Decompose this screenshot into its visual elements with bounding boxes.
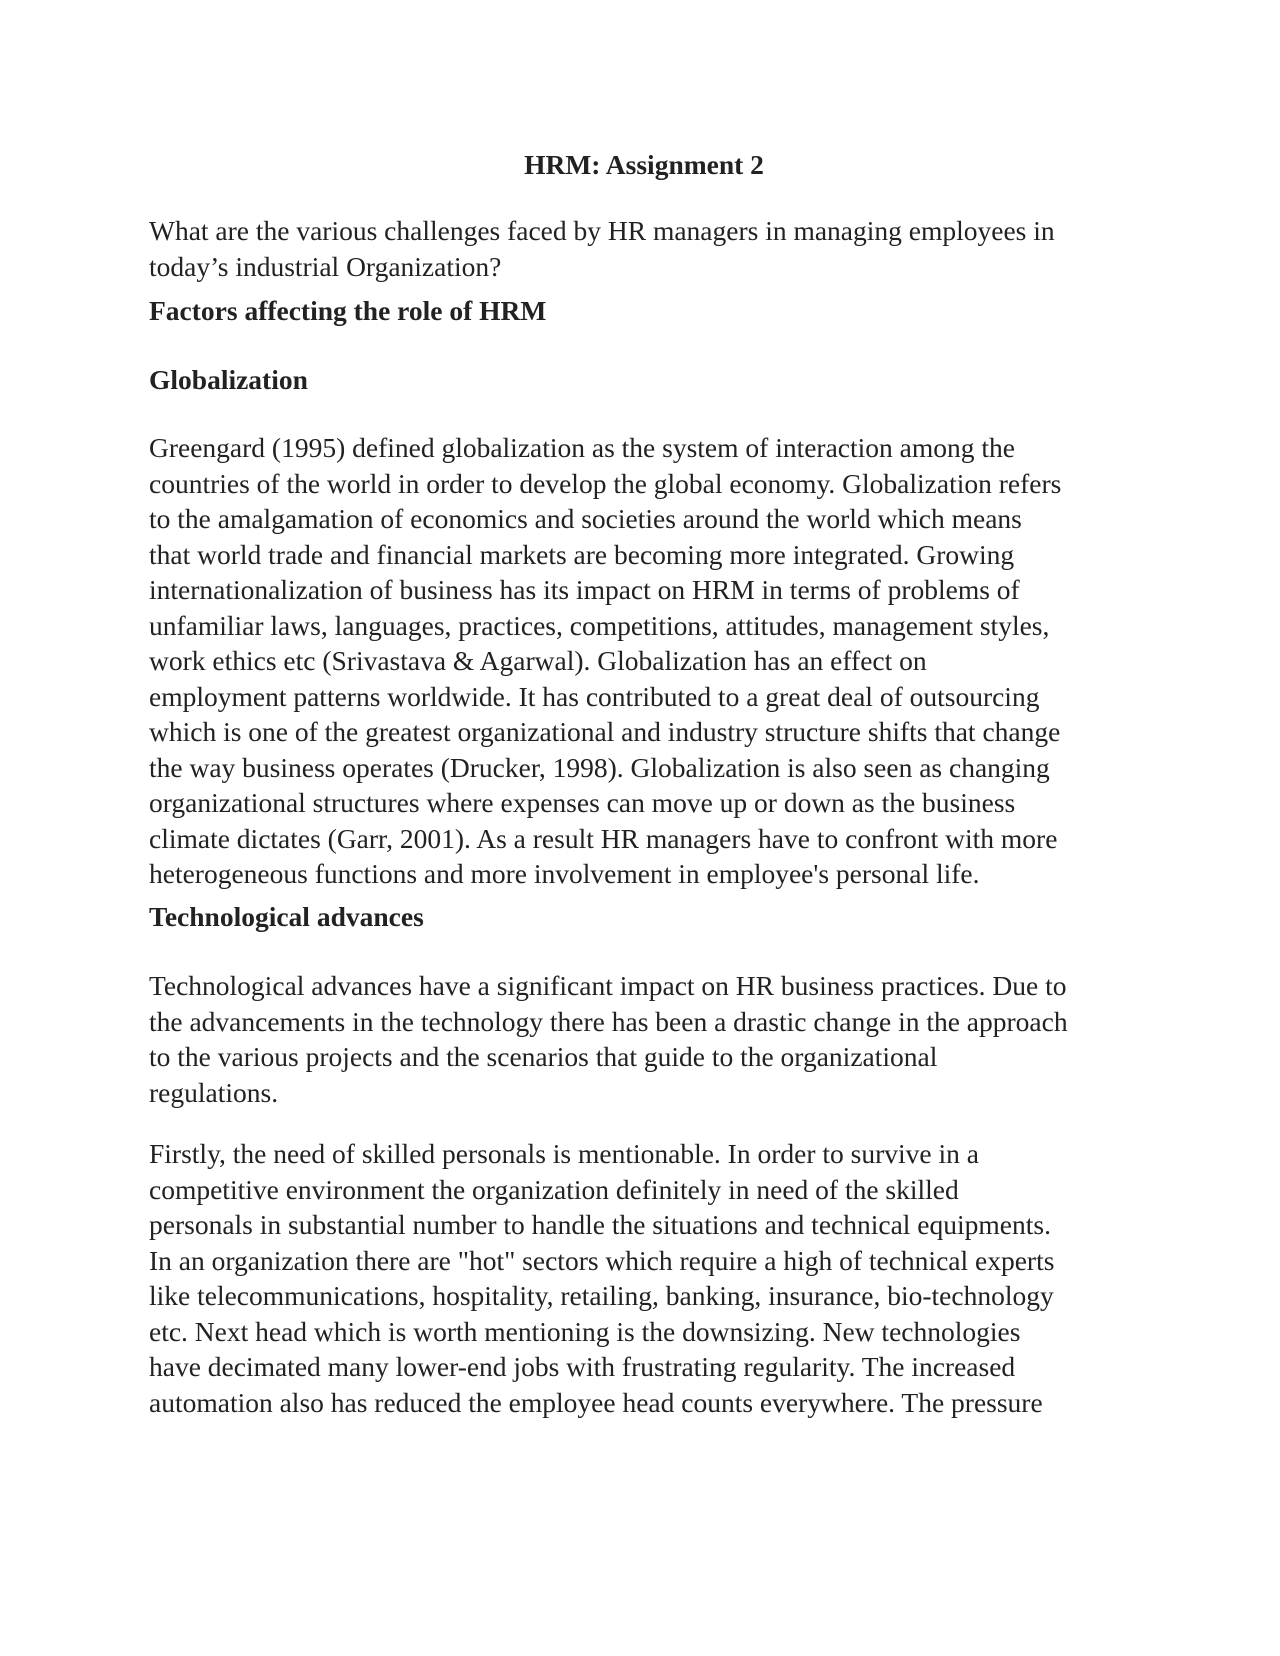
paragraph-line: Technological advances have a significant impact on HR business practices. Due to [149,970,1067,1001]
globalization-paragraph [149,430,1139,892]
document-title: HRM: Assignment 2 [524,149,764,180]
paragraph-line: employment patterns worldwide. It has contributed to a great deal of outsourcing [149,680,1040,712]
globalization-heading: Globalization [149,364,308,395]
question-line: today’s industrial Organization? [149,250,502,282]
paragraph-line: which is one of the greatest organizational and industry structure shifts that change [149,716,1061,747]
paragraph-line: like telecommunications, hospitality, retailing, banking, insurance, bio-technology [149,1280,1054,1311]
assignment-question [149,213,1139,284]
technology-paragraph-2 [149,1136,1139,1420]
paragraph-line: organizational structures where expenses can move up or down as the business [149,787,1016,818]
paragraph-line: climate dictates (Garr, 2001). As a result HR managers have to confront with more [149,822,1058,854]
paragraph-line: Firstly, the need of skilled personals is mentionable. In order to survive in a [149,1138,979,1169]
paragraph-line: the advancements in the technology there has been a drastic change in the approach [149,1005,1068,1037]
paragraph-line: regulations. [149,1076,279,1108]
technology-heading: Technological advances [149,901,424,932]
paragraph-line: that world trade and financial markets are becoming more integrated. Growing [149,538,1015,570]
paragraph-line: automation also has reduced the employee head counts everywhere. The pressure [149,1386,1043,1418]
paragraph-line: to the amalgamation of economics and societies around the world which means [149,503,1022,534]
paragraph-line: etc. Next head which is worth mentioning is the downsizing. New technologies [149,1315,1021,1347]
paragraph-line: personals in substantial number to handle the situations and technical equipments. [149,1209,1051,1240]
paragraph-line: have decimated many lower-end jobs with frustrating regularity. The increased [149,1351,1016,1382]
paragraph-line: competitive environment the organization definitely in need of the skilled [149,1173,959,1205]
question-line: What are the various challenges faced by HR managers in managing employees in [149,215,1055,246]
technology-paragraph-1 [149,968,1139,1110]
paragraph-line: In an organization there are "hot" sectors which require a high of technical experts [149,1244,1055,1276]
section-heading: Factors affecting the role of HRM [149,295,547,326]
paragraph-line: work ethics etc (Srivastava & Agarwal). Globalization has an effect on [149,645,927,676]
paragraph-line: heterogeneous functions and more involvement in employee's personal life. [149,858,980,889]
paragraph-line: countries of the world in order to develop the global economy. Globalization refers [149,467,1062,499]
paragraph-line: the way business operates (Drucker, 1998). Globalization is also seen as changing [149,751,1050,783]
paragraph-line: internationalization of business has its impact on HRM in terms of problems of [149,574,1020,605]
paragraph-line: to the various projects and the scenarios that guide to the organizational [149,1041,938,1072]
paragraph-line: Greengard (1995) defined globalization as the system of interaction among the [149,432,1015,463]
paragraph-line: unfamiliar laws, languages, practices, competitions, attitudes, management styles, [149,609,1050,641]
